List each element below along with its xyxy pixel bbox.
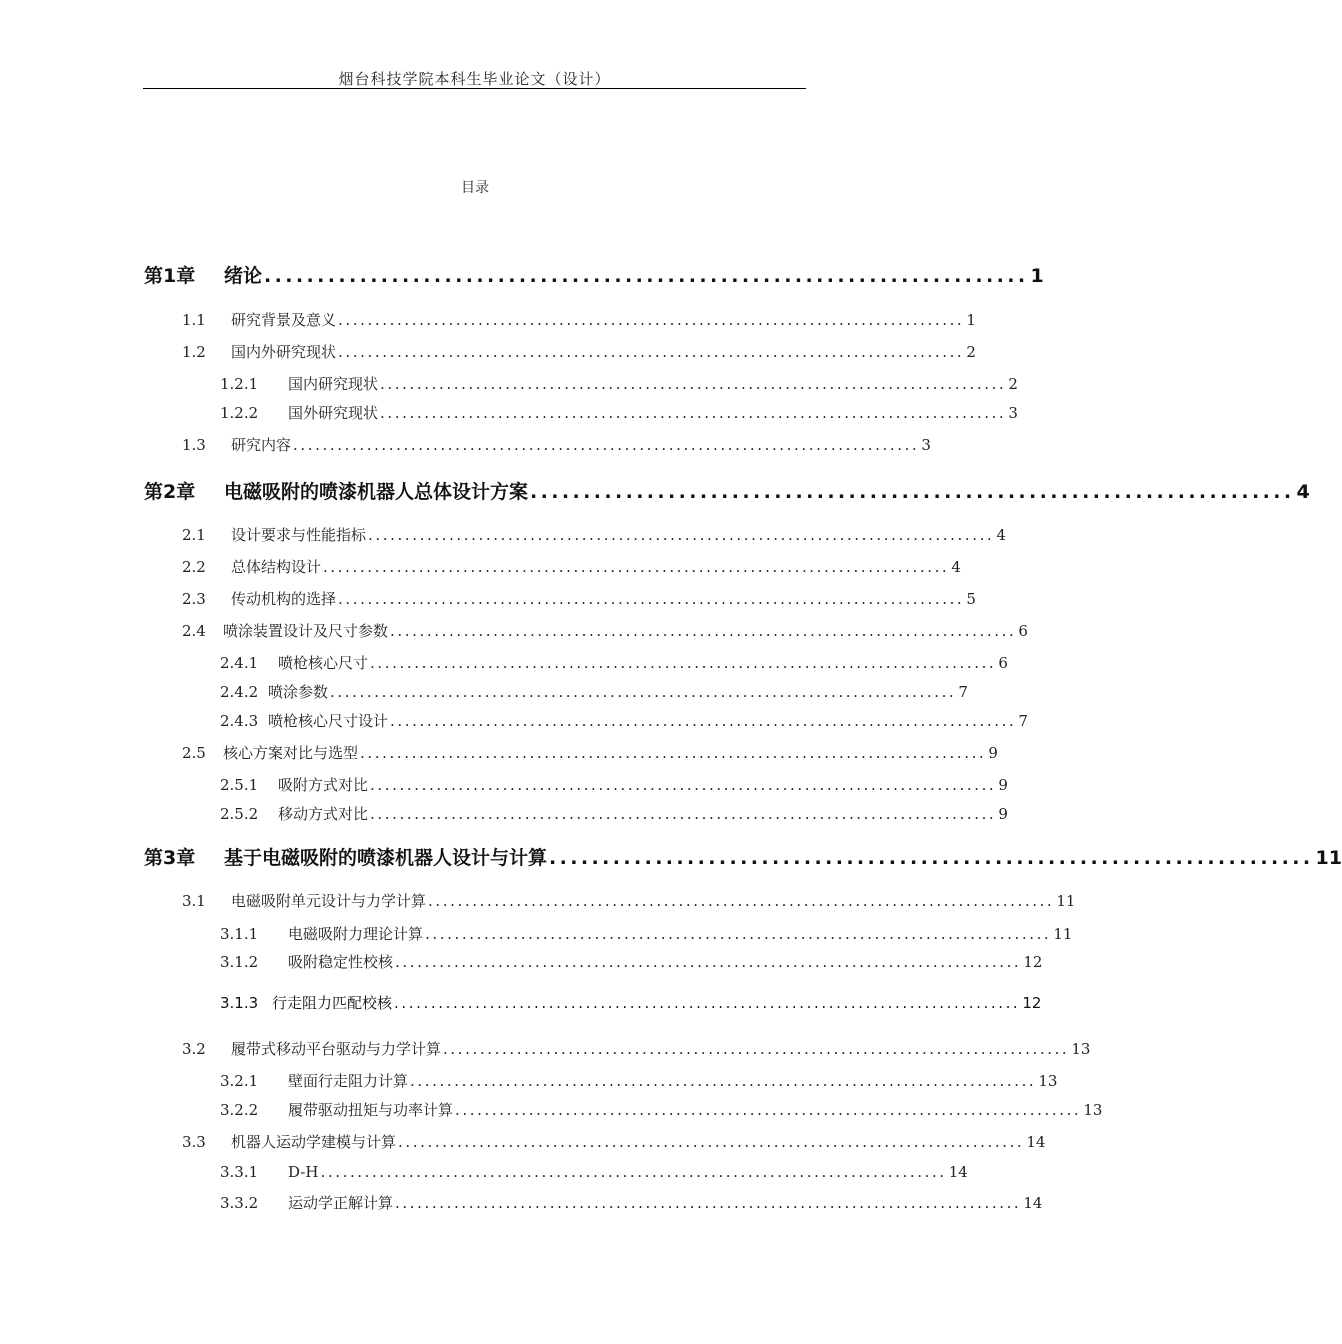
toc-page: 6: [998, 654, 1008, 672]
toc-label: 喷枪核心尺寸设计: [268, 712, 389, 730]
toc-subsection-2-5-2[interactable]: [220, 803, 1008, 824]
toc-page: 12: [1022, 994, 1042, 1012]
toc-leader: .....................................................................................: [293, 436, 920, 454]
toc-leader: .....................................................................................: [370, 805, 997, 823]
toc-subsection-3-2-2[interactable]: [220, 1099, 1103, 1120]
toc-label: 国外研究现状: [288, 404, 379, 422]
toc-label: 总体结构设计: [231, 558, 322, 576]
toc-page: 3: [921, 436, 931, 454]
toc-number: 3.2.1: [220, 1072, 259, 1090]
toc-section-3-1[interactable]: [182, 890, 1076, 911]
toc-page: 13: [1038, 1072, 1058, 1090]
toc-number: 3.2.2: [220, 1101, 259, 1119]
toc-number: 第3章: [144, 847, 196, 869]
toc-label: 电磁吸附单元设计与力学计算: [231, 892, 427, 910]
toc-number: 1.2.1: [220, 375, 259, 393]
toc-label: D-H: [288, 1163, 319, 1181]
toc-section-1-2[interactable]: [182, 341, 976, 362]
toc-leader: .....................................................................................: [398, 1133, 1025, 1151]
toc-leader: .....................................................................................: [395, 1194, 1022, 1212]
toc-chapter-2[interactable]: [144, 477, 1310, 504]
toc-number: 2.1: [182, 526, 206, 544]
toc-section-2-3[interactable]: [182, 588, 976, 609]
toc-section-1-3[interactable]: [182, 434, 931, 455]
toc-number: 3.1: [182, 892, 206, 910]
toc-number: 1.1: [182, 311, 206, 329]
toc-leader: .....................................................................................: [370, 776, 997, 794]
toc-number: 1.2: [182, 343, 206, 361]
toc-page: 12: [1023, 953, 1043, 971]
toc-label: 传动机构的选择: [231, 590, 337, 608]
toc-section-3-3[interactable]: [182, 1131, 1046, 1152]
toc-page: 1: [1030, 265, 1044, 287]
toc-leader: .....................................................................................: [394, 994, 1021, 1012]
toc-page: 4: [951, 558, 961, 576]
toc-number: 第1章: [144, 265, 196, 287]
toc-label: 行走阻力匹配校核: [272, 994, 393, 1012]
toc-leader: .....................................................................................: [390, 622, 1017, 640]
toc-label: 基于电磁吸附的喷漆机器人设计与计算: [224, 847, 548, 869]
toc-label: 绪论: [224, 265, 263, 287]
toc-label: 履带驱动扭矩与功率计算: [288, 1101, 454, 1119]
toc-label: 设计要求与性能指标: [231, 526, 367, 544]
toc-page: 14: [1023, 1194, 1043, 1212]
toc-page: 7: [1018, 712, 1028, 730]
toc-leader: .....................................................................................: [428, 892, 1055, 910]
toc-number: 3.3.1: [220, 1163, 259, 1181]
toc-leader: .....................................................................................: [338, 311, 965, 329]
toc-page: 9: [998, 776, 1008, 794]
toc-leader: .....................................................................................: [395, 953, 1022, 971]
toc-number: 2.4: [182, 622, 206, 640]
toc-leader: .....................................................................................: [360, 744, 987, 762]
toc-number: 2.5.2: [220, 805, 259, 823]
toc-subsection-3-1-3[interactable]: [220, 992, 1042, 1013]
toc-label: 国内研究现状: [288, 375, 379, 393]
toc-subsection-3-3-2[interactable]: [220, 1192, 1043, 1213]
toc-subsection-3-1-2[interactable]: [220, 951, 1043, 972]
toc-page: 5: [966, 590, 976, 608]
toc-label: 吸附稳定性校核: [288, 953, 394, 971]
toc-page: 9: [988, 744, 998, 762]
toc-leader: .....................................................................................: [330, 683, 957, 701]
toc-page: 1: [966, 311, 976, 329]
toc-leader: ........................................................................: [530, 481, 1295, 503]
toc-number: 2.4.2: [220, 683, 259, 701]
toc-chapter-1[interactable]: [144, 261, 1044, 288]
toc-label: 移动方式对比: [278, 805, 369, 823]
toc-number: 2.4.1: [220, 654, 259, 672]
toc-leader: .....................................................................................: [390, 712, 1017, 730]
toc-leader: .....................................................................................: [410, 1072, 1037, 1090]
toc-page: 14: [948, 1163, 968, 1181]
toc-label: 核心方案对比与选型: [223, 744, 359, 762]
toc-subsection-2-4-3[interactable]: [220, 710, 1028, 731]
toc-page: 4: [996, 526, 1006, 544]
toc-number: 3.3.2: [220, 1194, 259, 1212]
header-rule: [143, 88, 806, 89]
toc-chapter-3[interactable]: [144, 843, 1342, 870]
toc-leader: .....................................................................................: [425, 925, 1052, 943]
toc-number: 2.2: [182, 558, 206, 576]
toc-number: 2.3: [182, 590, 206, 608]
toc-page: 11: [1053, 925, 1073, 943]
toc-subsection-2-5-1[interactable]: [220, 774, 1008, 795]
toc-page: 2: [966, 343, 976, 361]
toc-subsection-3-3-1[interactable]: [220, 1163, 968, 1181]
toc-leader: .....................................................................................: [338, 343, 965, 361]
toc-label: 喷涂装置设计及尺寸参数: [223, 622, 389, 640]
toc-label: 电磁吸附力理论计算: [288, 925, 424, 943]
toc-leader: .....................................................................................: [380, 404, 1007, 422]
toc-leader: .....................................................................................: [323, 558, 950, 576]
toc-subsection-2-4-1[interactable]: [220, 652, 1008, 673]
toc-section-2-2[interactable]: [182, 556, 961, 577]
toc-subsection-1-2-2[interactable]: [220, 402, 1018, 423]
toc-subsection-3-2-1[interactable]: [220, 1070, 1058, 1091]
toc-label: 吸附方式对比: [278, 776, 369, 794]
toc-page: 3: [1008, 404, 1018, 422]
toc-number: 1.2.2: [220, 404, 259, 422]
toc-section-2-5[interactable]: [182, 742, 998, 763]
toc-page: 11: [1315, 847, 1342, 869]
toc-subsection-1-2-1[interactable]: [220, 373, 1018, 394]
toc-page: 13: [1071, 1040, 1091, 1058]
toc-label: 国内外研究现状: [231, 343, 337, 361]
toc-section-3-2[interactable]: [182, 1038, 1091, 1059]
toc-number: 第2章: [144, 481, 196, 503]
toc-number: 2.5.1: [220, 776, 259, 794]
toc-label: 壁面行走阻力计算: [288, 1072, 409, 1090]
toc-number: 1.3: [182, 436, 206, 454]
toc-label: 履带式移动平台驱动与力学计算: [231, 1040, 442, 1058]
toc-number: 3.2: [182, 1040, 206, 1058]
toc-page: 4: [1296, 481, 1310, 503]
toc-page: 7: [958, 683, 968, 701]
toc-number: 2.5: [182, 744, 206, 762]
toc-number: 3.1.3: [220, 994, 259, 1012]
toc-leader: .....................................................................................: [455, 1101, 1082, 1119]
toc-title: 目录: [461, 180, 489, 196]
toc-number: 2.4.3: [220, 712, 259, 730]
toc-page: 11: [1056, 892, 1076, 910]
toc-number: 3.3: [182, 1133, 206, 1151]
toc-label: 喷涂参数: [268, 683, 329, 701]
toc-leader: ........................................................................: [549, 847, 1314, 869]
toc-label: 电磁吸附的喷漆机器人总体设计方案: [224, 481, 529, 503]
toc-page: 14: [1026, 1133, 1046, 1151]
toc-label: 运动学正解计算: [288, 1194, 394, 1212]
toc-number: 3.1.1: [220, 925, 259, 943]
toc-section-2-1[interactable]: [182, 524, 1006, 545]
toc-label: 研究背景及意义: [231, 311, 337, 329]
toc-subsection-2-4-2[interactable]: [220, 681, 968, 702]
toc-page: 6: [1018, 622, 1028, 640]
toc-section-1-1[interactable]: [182, 309, 976, 330]
toc-page: 9: [998, 805, 1008, 823]
toc-leader: .....................................................................................: [320, 1163, 947, 1181]
toc-leader: .....................................................................................: [368, 526, 995, 544]
toc-section-2-4[interactable]: [182, 620, 1028, 641]
toc-page: 2: [1008, 375, 1018, 393]
toc-label: 研究内容: [231, 436, 292, 454]
toc-subsection-3-1-1[interactable]: [220, 923, 1073, 944]
toc-number: 3.1.2: [220, 953, 259, 971]
toc-label: 喷枪核心尺寸: [278, 654, 369, 672]
toc-leader: .....................................................................................: [443, 1040, 1070, 1058]
toc-leader: .....................................................................................: [380, 375, 1007, 393]
page-header: 烟台科技学院本科生毕业论文（设计）: [338, 70, 611, 88]
toc-page: 13: [1083, 1101, 1103, 1119]
toc-leader: .....................................................................................: [370, 654, 997, 672]
toc-label: 机器人运动学建模与计算: [231, 1133, 397, 1151]
toc-leader: .....................................................................................: [338, 590, 965, 608]
toc-leader: ........................................................................: [264, 265, 1029, 287]
